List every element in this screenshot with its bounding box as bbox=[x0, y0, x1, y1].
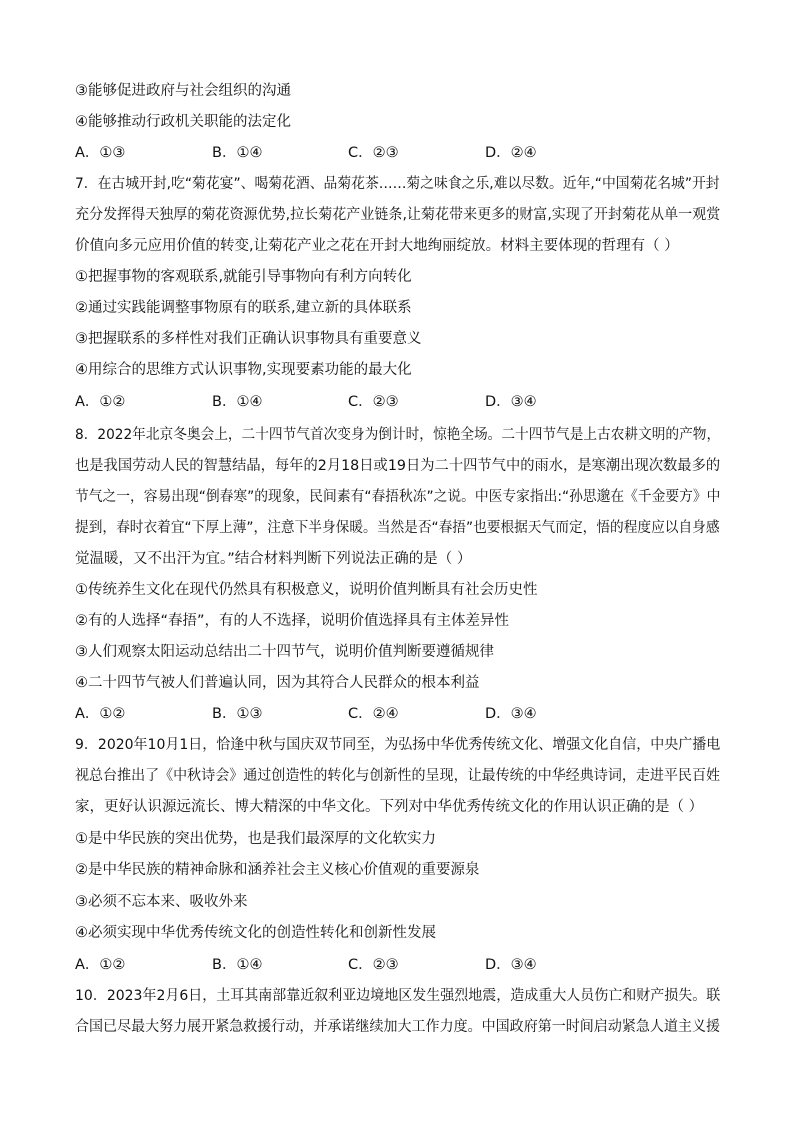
option-d: D．②④ bbox=[485, 145, 537, 161]
option-a: A．①③ bbox=[75, 145, 126, 161]
q8-statement-4: ④二十四节气被人们普遍认同，因为其符合人民群众的根本利益 bbox=[75, 675, 480, 691]
q7-statement-3: ③把握联系的多样性对我们正确认识事物具有重要意义 bbox=[75, 331, 422, 347]
q8-statement-1: ①传统养生文化在现代仍然具有积极意义，说明价值判断具有社会历史性 bbox=[75, 582, 538, 598]
q7-statement-2: ②通过实践能调整事物原有的联系,建立新的具体联系 bbox=[75, 300, 412, 316]
q8-stem-line-4: 提到，春时衣着宜“下厚上薄”，注意下半身保暖。当然是否“春捂”也要根据天气而定，悟的程度应以自身感 bbox=[75, 520, 720, 536]
q7-statement-4: ④用综合的思维方式认识事物,实现要素功能的最大化 bbox=[75, 362, 412, 378]
q6-statement-4: ④能够推动行政机关职能的法定化 bbox=[75, 114, 291, 130]
q7-stem-line-3: 价值向多元应用价值的转变,让菊花产业之花在开封大地绚丽绽放。材料主要体现的哲理有（ ） bbox=[75, 238, 679, 254]
q7-options bbox=[75, 392, 715, 412]
q9-stem-line-1: 9．2020年10月1日，恰逢中秋与国庆双节同至，为弘扬中华优秀传统文化、增强文化自信，中央广播电 bbox=[75, 737, 721, 753]
q8-stem-line-5: 觉温暖，又不出汗为宜。”结合材料判断下列说法正确的是（ ） bbox=[75, 551, 472, 567]
option-d: D．③④ bbox=[485, 394, 537, 410]
q10-stem-line-2: 合国已尽最大努力展开紧急救援行动，并承诺继续加大工作力度。中国政府第一时间启动紧急人道主义援 bbox=[75, 1019, 720, 1035]
option-c: C．②③ bbox=[348, 957, 399, 973]
q9-stem-line-3: 家，更好认识源远流长、博大精深的中华文化。下列对中华优秀传统文化的作用认识正确的是（ ） bbox=[75, 799, 704, 815]
q8-stem-line-3: 节气之一，容易出现“倒春寒”的现象，民间素有“春捂秋冻”之说。中医专家指出:“孙思邈在《千金要方》中 bbox=[75, 489, 721, 505]
option-d: D．③④ bbox=[485, 706, 537, 722]
option-c: C．②③ bbox=[348, 394, 399, 410]
q8-options bbox=[75, 704, 715, 724]
q8-stem-line-2: 也是我国劳动人民的智慧结晶，每年的2月18日或19日为二十四节气中的雨水，是寒潮出现次数最多的 bbox=[75, 458, 721, 474]
option-b: B．①④ bbox=[212, 145, 263, 161]
q9-options bbox=[75, 955, 715, 975]
q6-statement-3: ③能够促进政府与社会组织的沟通 bbox=[75, 83, 291, 99]
option-b: B．①④ bbox=[212, 957, 263, 973]
q7-stem-line-2: 充分发挥得天独厚的菊花资源优势,拉长菊花产业链条,让菊花带来更多的财富,实现了开封菊花从单一观赏 bbox=[75, 207, 721, 223]
option-c: C．②④ bbox=[348, 706, 399, 722]
q9-statement-4: ④必须实现中华优秀传统文化的创造性转化和创新性发展 bbox=[75, 925, 436, 941]
option-a: A．①② bbox=[75, 394, 126, 410]
q8-stem-line-1: 8．2022年北京冬奥会上，二十四节气首次变身为倒计时，惊艳全场。二十四节气是上古农耕文明的产物， bbox=[75, 427, 721, 443]
q6-options bbox=[75, 143, 715, 163]
q8-statement-3: ③人们观察太阳运动总结出二十四节气，说明价值判断要遵循规律 bbox=[75, 644, 494, 660]
option-a: A．①② bbox=[75, 957, 126, 973]
q9-statement-3: ③必须不忘本来、吸收外来 bbox=[75, 894, 248, 910]
option-b: B．①③ bbox=[212, 706, 263, 722]
option-c: C．②③ bbox=[348, 145, 399, 161]
q9-statement-2: ②是中华民族的精神命脉和涵养社会主义核心价值观的重要源泉 bbox=[75, 862, 480, 878]
q7-statement-1: ①把握事物的客观联系,就能引导事物向有利方向转化 bbox=[75, 269, 412, 285]
q10-stem-line-1: 10．2023年2月6日，土耳其南部靠近叙利亚边境地区发生强烈地震，造成重大人员伤亡和财产损失。联 bbox=[75, 988, 721, 1004]
q7-stem-line-1: 7．在古城开封,吃“菊花宴”、喝菊花酒、品菊花茶……菊之味食之乐,难以尽数。近年,“中国菊花名城”开封 bbox=[75, 176, 720, 192]
option-a: A．①② bbox=[75, 706, 126, 722]
q9-statement-1: ①是中华民族的突出优势，也是我们最深厚的文化软实力 bbox=[75, 831, 436, 847]
q8-statement-2: ②有的人选择“春捂”，有的人不选择，说明价值选择具有主体差异性 bbox=[75, 613, 510, 629]
q9-stem-line-2: 视总台推出了《中秋诗会》通过创造性的转化与创新性的呈现，让最传统的中华经典诗词，走进平民百姓 bbox=[75, 768, 720, 784]
option-d: D．③④ bbox=[485, 957, 537, 973]
option-b: B．①④ bbox=[212, 394, 263, 410]
